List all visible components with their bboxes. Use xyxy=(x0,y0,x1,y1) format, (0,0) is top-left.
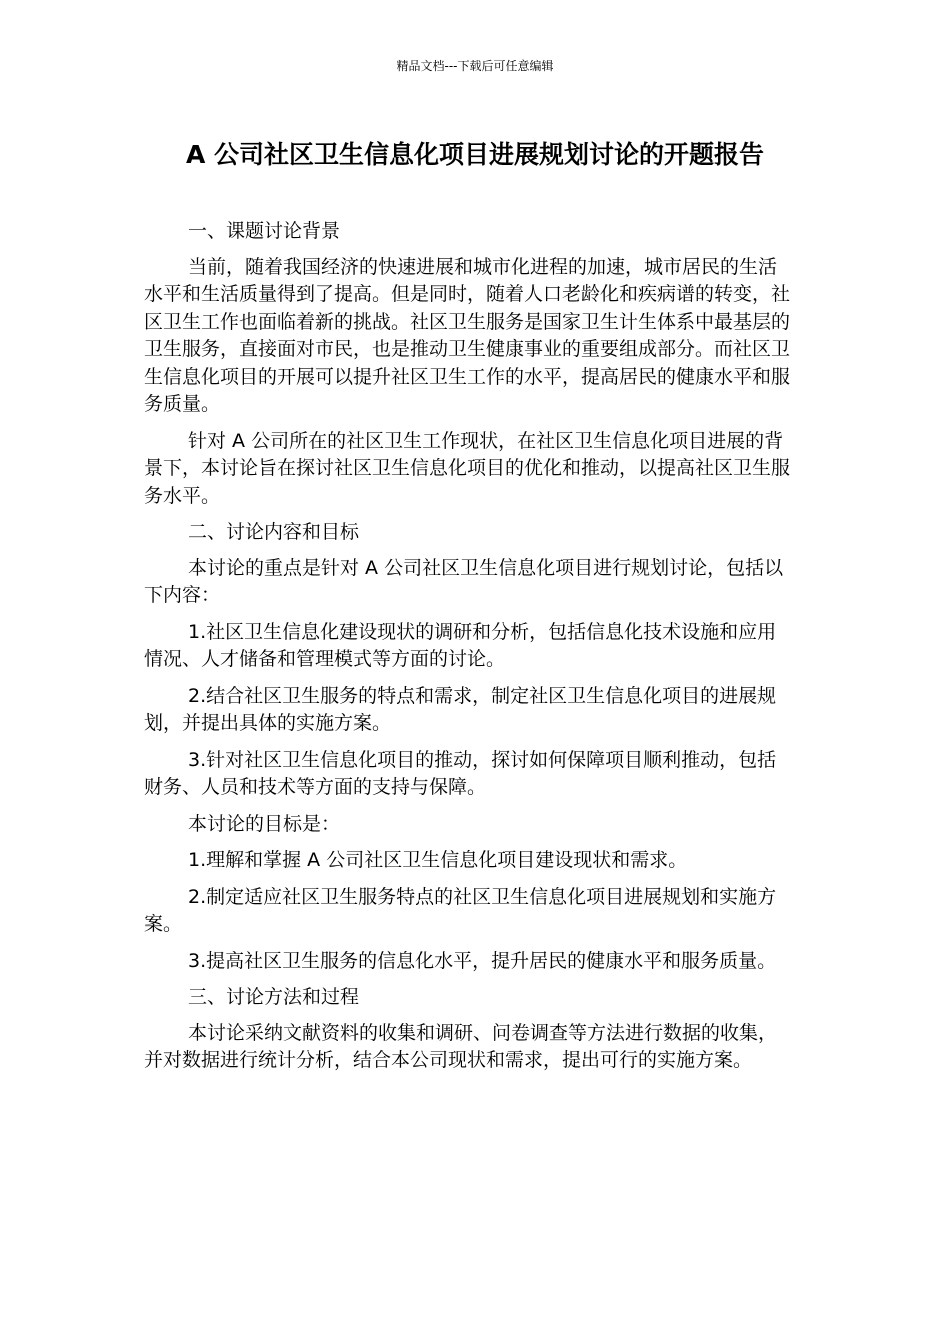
list-item-goal-3: 3.提高社区卫生服务的信息化水平，提升居民的健康水平和服务质量。 xyxy=(188,949,777,972)
document-body xyxy=(144,218,792,1084)
list-item-goal-1: 1.理解和掌握 A 公司社区卫生信息化项目建设现状和需求。 xyxy=(188,849,688,871)
paragraph-method-1: 本讨论采纳文献资料的收集和调研、问卷调查等方法进行数据的收集，并对数据进行统计分析，结合本公司现状和需求，提出可行的实施方案。 xyxy=(144,1021,778,1071)
paragraph-goals-intro: 本讨论的目标是： xyxy=(188,812,341,835)
list-item-content-2: 2.结合社区卫生服务的特点和需求，制定社区卫生信息化项目的进展规划，并提出具体的实施方案。 xyxy=(144,684,777,734)
paragraph-content-intro: 本讨论的重点是针对 A 公司社区卫生信息化项目进行规划讨论，包括以下内容： xyxy=(144,556,784,606)
list-item-goal-2: 2.制定适应社区卫生服务特点的社区卫生信息化项目进展规划和实施方案。 xyxy=(144,885,777,935)
section-heading-method: 三、讨论方法和过程 xyxy=(188,986,360,1008)
paragraph-background-1: 当前，随着我国经济的快速进展和城市化进程的加速，城市居民的生活水平和生活质量得到了提高。但是同时，随着人口老龄化和疾病谱的转变，社区卫生工作也面临着新的挑战。社区卫生服务是国家卫生计生体系中最基层的卫生服务，直接面对市民，也是推动卫生健康事业的重要组成部分。而社区卫生信息化项目的开展可以提升社区卫生工作的水平，提高居民的健康水平和服务质量。 xyxy=(144,255,791,415)
section-heading-background: 一、课题讨论背景 xyxy=(188,220,341,242)
document-title: A 公司社区卫生信息化项目进展规划讨论的开题报告 xyxy=(185,140,765,169)
list-item-content-1: 1.社区卫生信息化建设现状的调研和分析，包括信息化技术设施和应用情况、人才储备和管理模式等方面的讨论。 xyxy=(144,620,777,670)
section-heading-content-goals: 二、讨论内容和目标 xyxy=(188,521,360,543)
header-note: 精品文档---下载后可任意编辑 xyxy=(396,59,554,73)
list-item-content-3: 3.针对社区卫生信息化项目的推动，探讨如何保障项目顺利推动，包括财务、人员和技术等方面的支持与保障。 xyxy=(144,748,777,798)
paragraph-background-2: 针对 A 公司所在的社区卫生工作现状，在社区卫生信息化项目进展的背景下，本讨论旨在探讨社区卫生信息化项目的优化和推动，以提高社区卫生服务水平。 xyxy=(144,429,791,507)
